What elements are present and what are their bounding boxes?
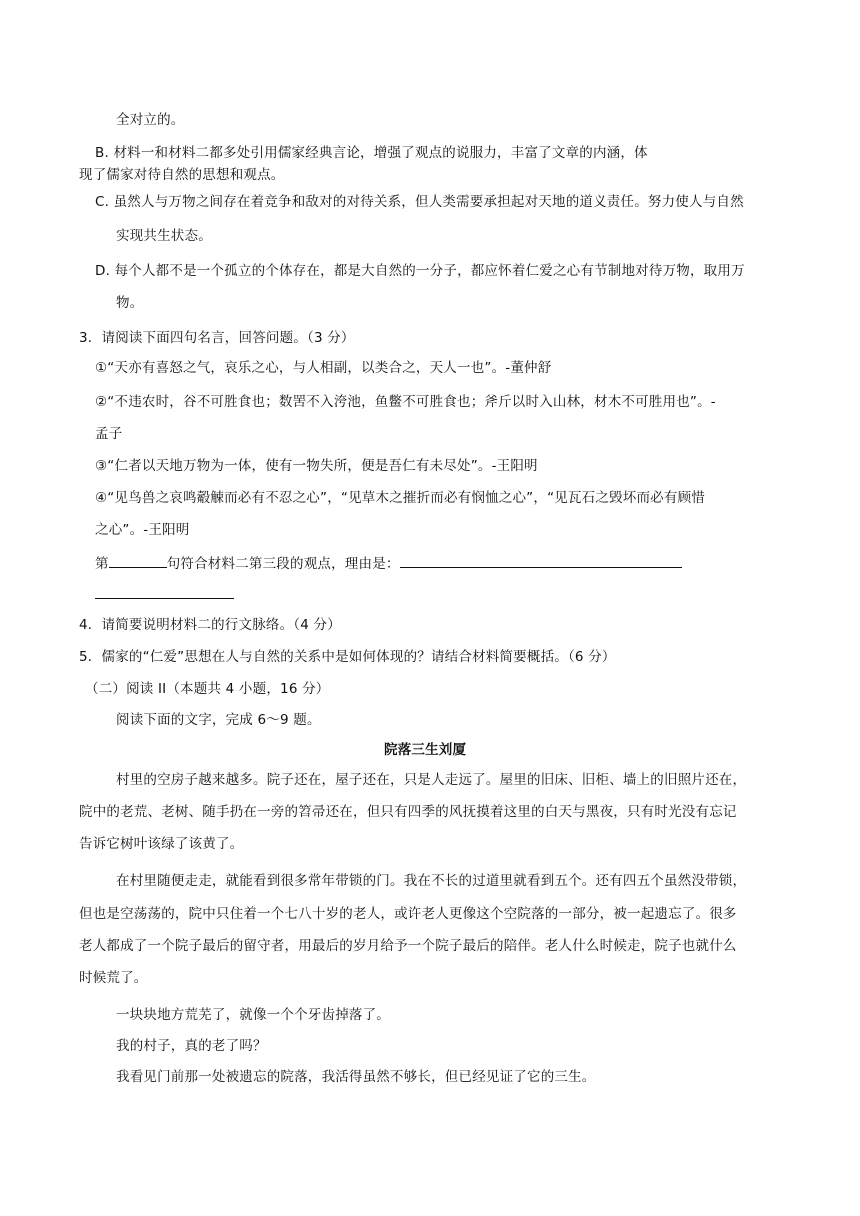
article-title: 院落三生刘厦 xyxy=(384,742,467,758)
paragraph-3: 一块块地方荒芜了，就像一个个牙齿掉落了。 xyxy=(116,1007,390,1023)
quote-number-blank[interactable] xyxy=(109,553,167,568)
quote-4-line2: 之心”。-王阳明 xyxy=(95,522,190,538)
option-b-line2: 现了儒家对待自然的思想和观点。 xyxy=(79,167,285,183)
reason-blank[interactable] xyxy=(400,553,682,568)
quote-2-line1: ②“不违农时，谷不可胜食也；数罟不入洿池，鱼鳖不可胜食也；斧斤以时入山林，材木不可胜用也”。- xyxy=(95,394,716,410)
quote-1: ①“天亦有喜怒之气，哀乐之心，与人相副，以类合之，天人一也”。-董仲舒 xyxy=(95,360,552,376)
paragraph-2-line3: 老人都成了一个院子最后的留守者，用最后的岁月给予一个院子最后的陪伴。老人什么时候走，院子也就什么 xyxy=(79,938,737,954)
question-5: 5．儒家的“仁爱”思想在人与自然的关系中是如何体现的？请结合材料简要概括。（6 分） xyxy=(79,649,616,665)
option-b-line1: B. 材料一和材料二都多处引用儒家经典言论，增强了观点的说服力，丰富了文章的内涵，体 xyxy=(95,145,648,161)
paragraph-1-line1: 村里的空房子越来越多。院子还在，屋子还在，只是人走远了。屋里的旧床、旧柜、墙上的旧照片还在， xyxy=(116,772,747,788)
paragraph-2-line4: 时候荒了。 xyxy=(79,970,148,986)
paragraph-1-line3: 告诉它树叶该绿了该黄了。 xyxy=(79,836,244,852)
paragraph-4: 我的村子，真的老了吗？ xyxy=(116,1038,267,1054)
section-2-heading: （二）阅读 II（本题共 4 小题，16 分） xyxy=(85,681,330,697)
answer-line xyxy=(95,553,682,573)
option-c-line1: C. 虽然人与万物之间存在着竞争和敌对的对待关系，但人类需要承担起对天地的道义责任。努力使人与自然 xyxy=(95,194,744,210)
quote-4-line1: ④“见鸟兽之哀鸣觳觫而必有不忍之心”，“见草木之摧折而必有悯恤之心”，“见瓦石之毁坏而必有顾惜 xyxy=(95,490,705,506)
option-d-line1: D. 每个人都不是一个孤立的个体存在，都是大自然的一分子，都应怀着仁爱之心有节制地对待万物，取用万 xyxy=(95,263,745,279)
option-d-line2: 物。 xyxy=(116,295,144,311)
question-3-stem: 3．请阅读下面四句名言，回答问题。（3 分） xyxy=(79,330,355,346)
paragraph-2-line1: 在村里随便走走，就能看到很多常年带锁的门。我在不长的过道里就看到五个。还有四五个虽然没带锁， xyxy=(116,873,747,889)
question-4: 4．请简要说明材料二的行文脉络。（4 分） xyxy=(79,617,341,633)
reason-blank-continued[interactable] xyxy=(95,598,234,599)
paragraph-5: 我看见门前那一处被遗忘的院落，我活得虽然不够长，但已经见证了它的三生。 xyxy=(116,1069,596,1085)
quote-3: ③“仁者以天地万物为一体，使有一物失所，便是吾仁有未尽处”。-王阳明 xyxy=(95,458,538,474)
answer-mid: 句符合材料二第三段的观点，理由是： xyxy=(166,556,400,572)
option-a-tail: 全对立的。 xyxy=(116,112,185,128)
quote-2-line2: 孟子 xyxy=(95,426,123,442)
answer-prefix: 第 xyxy=(95,556,109,572)
option-c-line2: 实现共生状态。 xyxy=(116,228,212,244)
paragraph-1-line2: 院中的老荒、老树、随手扔在一旁的笤帚还在，但只有四季的风抚摸着这里的白天与黑夜，只有时光没有忘记 xyxy=(79,804,737,820)
paragraph-2-line2: 但也是空荡荡的，院中只住着一个七八十岁的老人，或许老人更像这个空院落的一部分，被一起遗忘了。很多 xyxy=(79,906,737,922)
section-2-instruction: 阅读下面的文字，完成 6～9 题。 xyxy=(116,712,321,728)
